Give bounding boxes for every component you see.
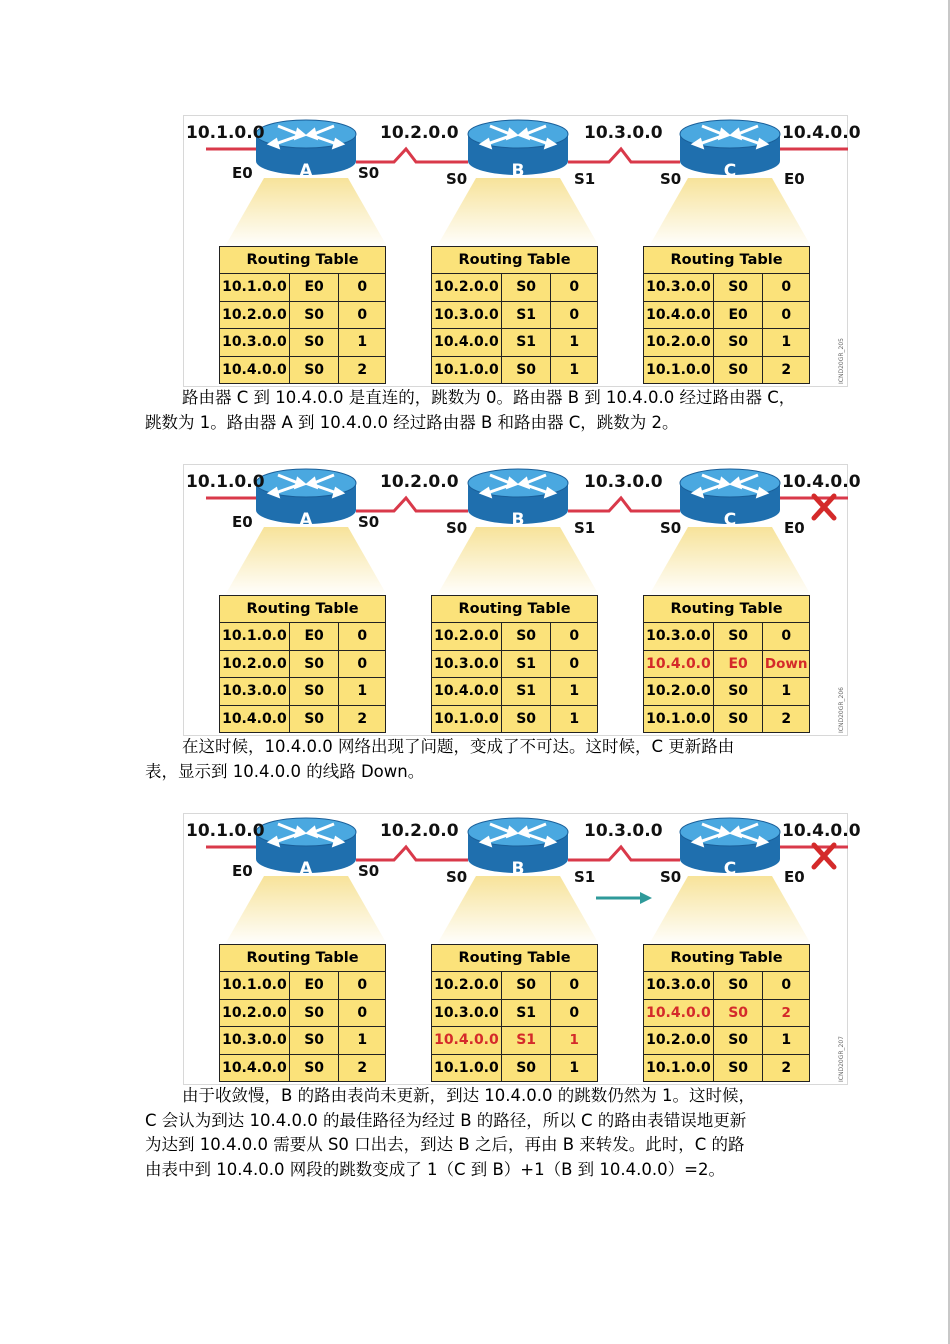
routing-table-header: Routing Table (432, 247, 598, 274)
router-beam (648, 178, 812, 248)
port-label: E0 (784, 868, 805, 886)
figure-code: ICND20GR_207 (838, 1036, 845, 1082)
paragraph-line: C 会认为到达 10.4.0.0 的最佳路径为经过 B 的路径，所以 C 的路由表错误地更新 (145, 1110, 747, 1130)
route-network: 10.2.0.0 (220, 650, 290, 678)
route-interface: S0 (289, 356, 339, 384)
route-hops: 2 (763, 1054, 810, 1082)
router-b (468, 120, 568, 181)
network-label: 10.4.0.0 (782, 123, 861, 143)
route-interface: S0 (501, 356, 551, 384)
route-hops: 1 (339, 329, 386, 357)
route-hops: 2 (339, 356, 386, 384)
table-row (220, 274, 386, 302)
table-row (220, 972, 386, 1000)
route-network: 10.4.0.0 (644, 301, 714, 329)
route-interface: S0 (501, 274, 551, 302)
route-network: 10.3.0.0 (432, 999, 502, 1027)
router-label: C (723, 510, 737, 530)
table-row (220, 1054, 386, 1082)
route-network: 10.3.0.0 (220, 678, 290, 706)
table-row (220, 650, 386, 678)
port-label: S0 (446, 170, 468, 188)
update-arrow-icon (596, 892, 652, 904)
route-hops: 0 (551, 650, 598, 678)
router-a (256, 818, 356, 879)
network-label: 10.2.0.0 (380, 821, 459, 841)
router-c (680, 120, 780, 181)
route-interface: S0 (713, 1027, 763, 1055)
route-network: 10.2.0.0 (432, 274, 502, 302)
routing-diagram-1 (183, 115, 861, 387)
route-interface: S0 (501, 972, 551, 1000)
route-hops: 1 (551, 1027, 598, 1055)
route-hops: 1 (339, 1027, 386, 1055)
port-label: E0 (784, 170, 805, 188)
router-beam (224, 178, 388, 248)
route-interface: S1 (501, 329, 551, 357)
table-row (432, 623, 598, 651)
route-interface: S0 (289, 301, 339, 329)
route-network: 10.1.0.0 (644, 356, 714, 384)
route-network: 10.4.0.0 (432, 678, 502, 706)
port-label: E0 (232, 164, 253, 182)
table-row (644, 999, 810, 1027)
table-row (432, 999, 598, 1027)
route-interface: S1 (501, 650, 551, 678)
table-row (644, 301, 810, 329)
paragraph-line: 跳数为 1。路由器 A 到 10.4.0.0 经过路由器 B 和路由器 C，跳数为 2。 (145, 412, 679, 432)
route-interface: S0 (289, 678, 339, 706)
route-network: 10.2.0.0 (644, 1027, 714, 1055)
route-hops: 1 (551, 329, 598, 357)
routing-table-b (431, 595, 598, 733)
table-row (644, 705, 810, 733)
route-interface: S0 (289, 329, 339, 357)
route-network: 10.2.0.0 (644, 678, 714, 706)
routing-table-header: Routing Table (220, 596, 386, 623)
routing-table-header: Routing Table (220, 247, 386, 274)
routing-table-header: Routing Table (644, 945, 810, 972)
route-interface: S0 (713, 623, 763, 651)
route-interface: S0 (501, 623, 551, 651)
route-interface: S0 (289, 1027, 339, 1055)
network-label: 10.1.0.0 (186, 821, 265, 841)
router-label: B (511, 510, 525, 530)
route-network: 10.1.0.0 (220, 274, 290, 302)
table-row (432, 1054, 598, 1082)
network-label: 10.3.0.0 (584, 821, 663, 841)
router-label: C (723, 859, 737, 879)
router-a (256, 120, 356, 181)
table-row (432, 274, 598, 302)
route-interface: S0 (289, 999, 339, 1027)
route-network: 10.2.0.0 (644, 329, 714, 357)
network-label: 10.1.0.0 (186, 472, 265, 492)
router-beam (436, 527, 600, 597)
router-beam (648, 876, 812, 946)
router-b (468, 469, 568, 530)
router-label: A (299, 161, 313, 181)
route-interface: S0 (713, 678, 763, 706)
port-label: S0 (660, 519, 682, 537)
route-interface: S0 (289, 705, 339, 733)
router-beam (648, 527, 812, 597)
router-a (256, 469, 356, 530)
routing-diagram-3 (183, 813, 861, 1085)
route-hops: 0 (551, 301, 598, 329)
table-row (432, 972, 598, 1000)
route-network: 10.2.0.0 (432, 623, 502, 651)
paragraph-line: 在这时候，10.4.0.0 网络出现了问题，变成了不可达。这时候，C 更新路由 (182, 737, 735, 756)
route-network: 10.4.0.0 (644, 650, 714, 678)
route-interface: E0 (289, 972, 339, 1000)
route-network: 10.3.0.0 (432, 650, 502, 678)
port-label: S0 (446, 519, 468, 537)
route-interface: E0 (289, 274, 339, 302)
router-beam (436, 178, 600, 248)
route-network: 10.2.0.0 (220, 301, 290, 329)
route-interface: S1 (501, 1027, 551, 1055)
route-hops: 0 (339, 301, 386, 329)
route-hops: 0 (551, 999, 598, 1027)
routing-table-header: Routing Table (644, 247, 810, 274)
route-hops: 0 (551, 623, 598, 651)
route-network: 10.3.0.0 (644, 274, 714, 302)
route-network: 10.4.0.0 (220, 705, 290, 733)
paragraph-1 (145, 386, 810, 435)
routing-table-header: Routing Table (432, 945, 598, 972)
port-label: S0 (358, 862, 380, 880)
routing-table-c (643, 246, 810, 384)
route-hops: 1 (551, 1054, 598, 1082)
table-row (644, 356, 810, 384)
table-row (644, 1054, 810, 1082)
figure-code: ICND20GR_206 (838, 687, 845, 733)
routing-table-c (643, 944, 810, 1082)
table-row (644, 972, 810, 1000)
network-label: 10.2.0.0 (380, 472, 459, 492)
table-row (644, 274, 810, 302)
route-network: 10.2.0.0 (432, 972, 502, 1000)
route-interface: S0 (501, 705, 551, 733)
table-row (644, 1027, 810, 1055)
table-row (220, 623, 386, 651)
route-network: 10.4.0.0 (432, 329, 502, 357)
route-hops: 0 (763, 301, 810, 329)
port-label: S0 (358, 164, 380, 182)
router-label: A (299, 859, 313, 879)
route-hops: 2 (339, 705, 386, 733)
route-interface: S0 (501, 1054, 551, 1082)
route-hops: 1 (551, 705, 598, 733)
port-label: S0 (358, 513, 380, 531)
route-hops: 1 (339, 678, 386, 706)
table-row (644, 678, 810, 706)
route-hops: 0 (551, 972, 598, 1000)
route-hops: 1 (763, 678, 810, 706)
port-label: S0 (660, 170, 682, 188)
route-interface: S0 (713, 329, 763, 357)
route-interface: S0 (713, 972, 763, 1000)
table-row (220, 1027, 386, 1055)
table-row (432, 301, 598, 329)
table-row (432, 1027, 598, 1055)
figure-code: ICND20GR_205 (838, 338, 845, 384)
routing-table-a (219, 944, 386, 1082)
route-interface: S0 (713, 1054, 763, 1082)
route-network: 10.1.0.0 (220, 972, 290, 1000)
route-network: 10.1.0.0 (432, 1054, 502, 1082)
router-beam (224, 876, 388, 946)
route-interface: E0 (289, 623, 339, 651)
route-hops: 2 (763, 999, 810, 1027)
routing-diagram-2 (183, 464, 861, 736)
table-row (432, 705, 598, 733)
route-hops: 0 (551, 274, 598, 302)
router-beam (436, 876, 600, 946)
route-interface: E0 (713, 650, 763, 678)
paragraph-line: 由于收敛慢，B 的路由表尚未更新，到达 10.4.0.0 的跳数仍然为 1。这时候， (182, 1086, 756, 1105)
route-hops: 1 (551, 356, 598, 384)
route-hops: 0 (339, 274, 386, 302)
route-network: 10.3.0.0 (432, 301, 502, 329)
network-label: 10.1.0.0 (186, 123, 265, 143)
table-row (220, 678, 386, 706)
network-label: 10.3.0.0 (584, 472, 663, 492)
route-network: 10.1.0.0 (432, 705, 502, 733)
route-network: 10.4.0.0 (220, 356, 290, 384)
router-label: B (511, 161, 525, 181)
network-label: 10.3.0.0 (584, 123, 663, 143)
route-hops: 0 (339, 650, 386, 678)
route-network: 10.2.0.0 (220, 999, 290, 1027)
route-interface: S1 (501, 301, 551, 329)
route-hops: 0 (763, 623, 810, 651)
port-label: E0 (232, 862, 253, 880)
port-label: S1 (574, 519, 596, 537)
route-hops: 0 (763, 972, 810, 1000)
route-hops: 0 (339, 972, 386, 1000)
router-c (680, 818, 780, 879)
network-label: 10.4.0.0 (782, 821, 861, 841)
port-label: S1 (574, 170, 596, 188)
routing-table-header: Routing Table (644, 596, 810, 623)
route-network: 10.1.0.0 (644, 705, 714, 733)
route-network: 10.1.0.0 (644, 1054, 714, 1082)
paragraph-line: 表，显示到 10.4.0.0 的线路 Down。 (145, 761, 425, 781)
route-interface: S0 (289, 1054, 339, 1082)
table-row (432, 678, 598, 706)
paragraph-line: 路由器 C 到 10.4.0.0 是直连的，跳数为 0。路由器 B 到 10.4.0.0 经过路由器 C， (182, 388, 796, 407)
table-row (220, 999, 386, 1027)
route-interface: S1 (501, 999, 551, 1027)
route-hops: Down (763, 650, 810, 678)
paragraph-2 (145, 735, 810, 784)
paragraph-line: 为达到 10.4.0.0 需要从 S0 口出去，到达 B 之后，再由 B 来转发。此时，C 的路 (145, 1135, 745, 1154)
routing-table-header: Routing Table (220, 945, 386, 972)
route-network: 10.3.0.0 (644, 972, 714, 1000)
route-hops: 0 (339, 999, 386, 1027)
route-network: 10.4.0.0 (644, 999, 714, 1027)
route-interface: S0 (713, 705, 763, 733)
routing-table-header: Routing Table (432, 596, 598, 623)
router-beam (224, 527, 388, 597)
table-row (644, 623, 810, 651)
route-network: 10.4.0.0 (220, 1054, 290, 1082)
route-network: 10.3.0.0 (644, 623, 714, 651)
table-row (432, 356, 598, 384)
route-network: 10.3.0.0 (220, 1027, 290, 1055)
route-network: 10.4.0.0 (432, 1027, 502, 1055)
paragraph-3 (145, 1084, 810, 1182)
router-label: A (299, 510, 313, 530)
routing-table-b (431, 944, 598, 1082)
port-label: S0 (446, 868, 468, 886)
route-hops: 2 (763, 356, 810, 384)
router-label: C (723, 161, 737, 181)
route-interface: S0 (713, 356, 763, 384)
route-interface: S1 (501, 678, 551, 706)
route-hops: 0 (339, 623, 386, 651)
routing-table-b (431, 246, 598, 384)
route-hops: 1 (551, 678, 598, 706)
route-hops: 1 (763, 1027, 810, 1055)
table-row (644, 650, 810, 678)
route-hops: 2 (339, 1054, 386, 1082)
route-hops: 1 (763, 329, 810, 357)
route-interface: S0 (713, 274, 763, 302)
router-b (468, 818, 568, 879)
routing-table-a (219, 246, 386, 384)
route-network: 10.1.0.0 (432, 356, 502, 384)
route-interface: S0 (289, 650, 339, 678)
table-row (220, 705, 386, 733)
port-label: E0 (232, 513, 253, 531)
port-label: S1 (574, 868, 596, 886)
network-label: 10.4.0.0 (782, 472, 861, 492)
paragraph-line: 由表中到 10.4.0.0 网段的跳数变成了 1（C 到 B）+1（B 到 10.4.0.0）=2。 (145, 1159, 725, 1179)
table-row (220, 329, 386, 357)
route-hops: 2 (763, 705, 810, 733)
route-network: 10.1.0.0 (220, 623, 290, 651)
routing-table-a (219, 595, 386, 733)
route-hops: 0 (763, 274, 810, 302)
table-row (432, 650, 598, 678)
port-label: S0 (660, 868, 682, 886)
route-interface: E0 (713, 301, 763, 329)
table-row (644, 329, 810, 357)
port-label: E0 (784, 519, 805, 537)
table-row (220, 356, 386, 384)
table-row (220, 301, 386, 329)
network-label: 10.2.0.0 (380, 123, 459, 143)
routing-table-c (643, 595, 810, 733)
router-label: B (511, 859, 525, 879)
table-row (432, 329, 598, 357)
router-c (680, 469, 780, 530)
route-network: 10.3.0.0 (220, 329, 290, 357)
route-interface: S0 (713, 999, 763, 1027)
